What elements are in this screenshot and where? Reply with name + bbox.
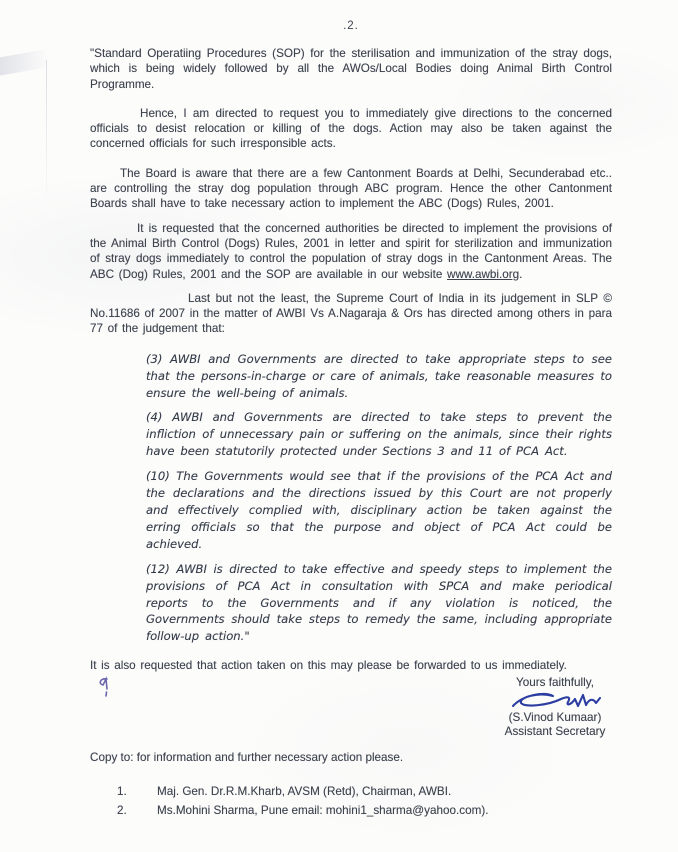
quote-para-4: (4) AWBI and Governments are directed to take steps to prevent the infliction of unnecessary pain or suffering on the animals, since their rights have been statutorily protected under Sections 3 and 11 of PCA Act. (146, 410, 612, 459)
list-item (90, 803, 618, 818)
quote-para-3: (3) AWBI and Governments are directed to take appropriate steps to see that the persons-in-charge or care of animals, take reasonable measures to ensure the well-being of animals. (146, 351, 612, 400)
letter-body (90, 20, 612, 674)
paragraph-sop: "Standard Operatiing Procedures (SOP) for the sterilisation and immunization of the stray dogs, which is being widely followed by all the AWOs/Local Bodies doing Animal Birth Control Programme. (90, 47, 612, 91)
list-item-text: Ms.Mohini Sharma, Pune email: mohini1_sharma@yahoo.com). (157, 803, 489, 817)
pen-squiggle-icon (96, 676, 112, 700)
paragraph-it-is-requested-text: It is requested that the concerned authorities be directed to implement the provisions of the Animal Birth Control (Dogs) Rules, 2001 in letter and spirit for sterilization and immunization of stray dogs immediately to control the population of stray dogs in the Cantonment Areas. The ABC (Dog) Rules, 2001 and the SOP are available in our website (90, 221, 612, 281)
scan-artifact-fold-line (46, 60, 47, 210)
scan-artifact-fold (0, 46, 67, 76)
paragraph-supreme-court: Last but not the least, the Supreme Court of India in its judgement in SLP © No.11686 of 2007 in the matter of AWBI Vs A.Nagaraja & Ors has directed among others in para 77 of the judgement that: (90, 291, 612, 336)
signatory-title: Assistant Secretary (504, 725, 606, 738)
list-item-number: 2. (117, 803, 127, 817)
list-item-text: Maj. Gen. Dr.R.M.Kharb, AVSM (Retd), Chairman, AWBI. (157, 785, 452, 798)
paragraph-hence: Hence, I am directed to request you to immediately give directions to the concerned officials to desist relocation or killing of the dogs. Action may also be taken against the concerned officials for such irresponsible acts. (90, 106, 612, 151)
paragraph-it-is-requested-period: . (519, 267, 523, 281)
copy-to-heading: Copy to: for information and further necessary action please. (90, 751, 404, 764)
quote-para-12: (12) AWBI is directed to take effective and speedy steps to implement the provisions of PCA Act in consultation with SPCA and make periodical reports to the Governments and if any violation is noticed, the Governments should take steps to remedy the same, including appropriate follow-up action." (146, 561, 612, 644)
paragraph-board-aware: The Board is aware that there are a few Cantonment Boards at Delhi, Secunderabad etc.. are controlling the stray dog population through ABC program. Hence the other Cantonment Boards shall have to take necessary action to implement the ABC (Dogs) Rules, 2001. (90, 166, 612, 211)
pen-mark-annotation (96, 676, 112, 705)
copy-to-list (90, 784, 618, 818)
paragraph-it-is-requested (90, 221, 612, 282)
signature-block (490, 676, 620, 739)
valediction: Yours faithfully, (516, 676, 594, 689)
list-item (90, 784, 618, 799)
judgement-quotes (146, 351, 612, 646)
copy-to-block (90, 750, 618, 821)
page-number: .2. (343, 20, 359, 32)
signatory-name: (S.Vinod Kumaar) (508, 711, 602, 724)
list-item-number: 1. (117, 785, 127, 798)
quote-para-10: (10) The Governments would see that if the provisions of the PCA Act and the declarations and the directions issued by this Court are not properly and effectively complied with, disciplinary action be taken against the erring officials so that the purpose and object of PCA Act could be achieved. (146, 469, 612, 551)
awbi-website-link[interactable]: www.awbi.org (447, 267, 520, 281)
paragraph-action-taken: It is also requested that action taken on this may please be forwarded to us immediately. (90, 659, 567, 673)
